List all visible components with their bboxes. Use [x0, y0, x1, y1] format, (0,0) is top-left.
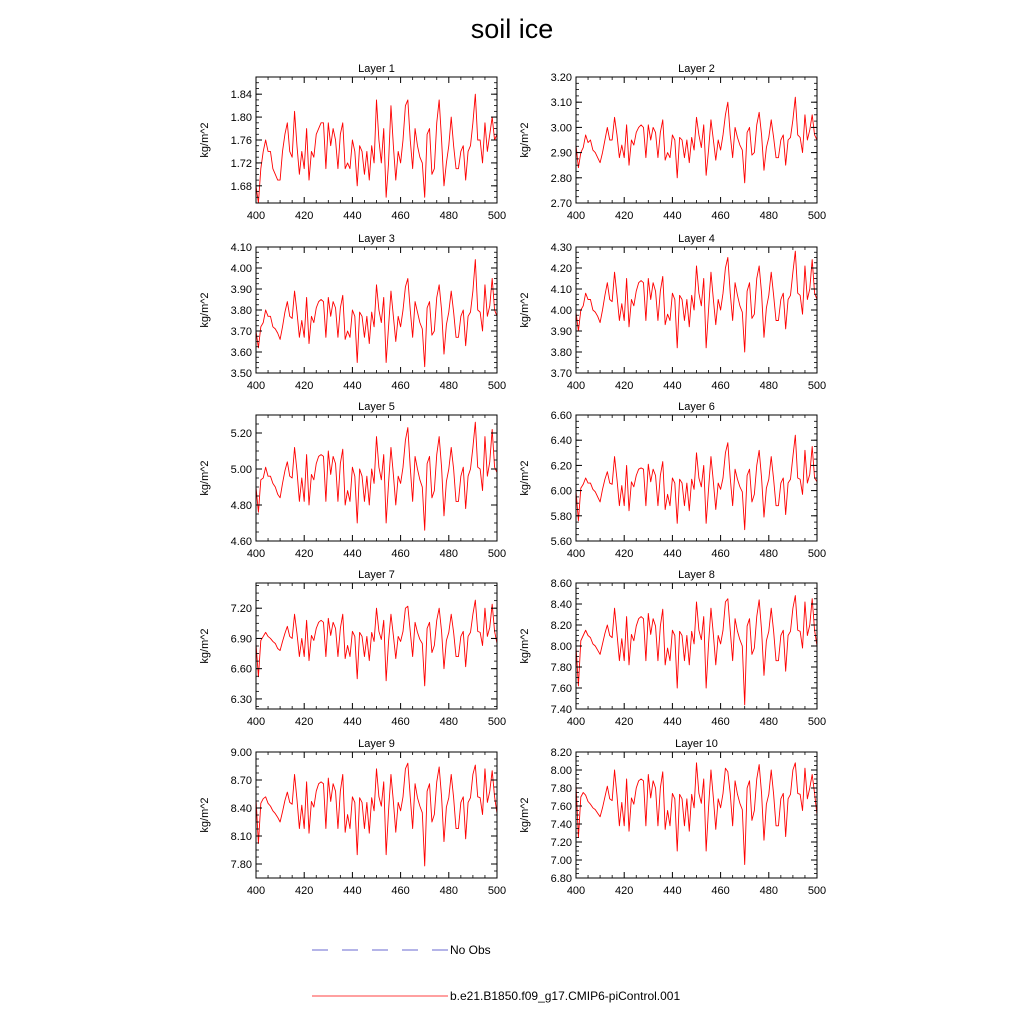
y-tick-label: 8.40	[230, 803, 252, 815]
x-tick-label: 480	[439, 548, 458, 560]
y-tick-label: 7.40	[550, 819, 572, 831]
series-line	[256, 600, 497, 686]
series-line	[256, 763, 497, 866]
panel-layer-4	[519, 233, 826, 392]
x-tick-label: 460	[711, 885, 730, 897]
y-tick-label: 1.76	[230, 135, 252, 147]
x-tick-label: 420	[295, 716, 314, 728]
y-tick-label: 4.60	[230, 536, 252, 548]
y-tick-label: 8.60	[550, 578, 572, 590]
panel-layer-10	[519, 738, 826, 897]
y-tick-label: 3.00	[550, 122, 572, 135]
panel-layer-1	[199, 63, 506, 222]
x-tick-label: 420	[615, 716, 634, 728]
panel-title: Layer 5	[358, 401, 395, 413]
y-tick-label: 6.20	[550, 460, 572, 473]
x-tick-label: 440	[663, 885, 682, 897]
y-tick-label: 3.90	[230, 284, 252, 296]
x-tick-label: 460	[391, 885, 410, 897]
x-tick-label: 480	[439, 716, 458, 728]
y-tick-label: 7.00	[550, 855, 572, 867]
y-tick-label: 7.60	[550, 683, 572, 695]
x-tick-label: 460	[711, 716, 730, 728]
x-tick-label: 400	[246, 548, 266, 560]
legend	[312, 943, 680, 1003]
y-tick-label: 3.50	[230, 368, 252, 380]
series-line	[576, 596, 817, 705]
x-tick-label: 480	[759, 885, 778, 897]
x-tick-label: 440	[663, 380, 682, 392]
y-tick-label: 6.60	[550, 410, 572, 422]
y-tick-label: 9.00	[230, 747, 252, 759]
y-tick-label: 3.70	[550, 368, 572, 380]
y-tick-label: 2.70	[550, 198, 572, 210]
y-tick-label: 8.70	[230, 775, 252, 787]
y-axis-label: kg/m^2	[519, 122, 531, 158]
x-tick-label: 440	[343, 885, 362, 897]
y-tick-label: 4.20	[550, 263, 572, 275]
panel-layer-3	[199, 233, 506, 392]
panel-layer-9	[199, 738, 506, 897]
x-tick-label: 480	[439, 380, 458, 392]
x-tick-label: 420	[295, 885, 314, 897]
panel-title: Layer 3	[358, 233, 395, 245]
y-tick-label: 7.20	[550, 837, 572, 849]
y-tick-label: 3.80	[230, 305, 252, 317]
x-tick-label: 480	[759, 548, 778, 560]
x-tick-label: 500	[487, 548, 507, 560]
y-axis-label: kg/m^2	[199, 628, 211, 664]
panel-title: Layer 6	[678, 401, 715, 413]
x-tick-label: 420	[615, 548, 634, 560]
legend-label-no-obs: No Obs	[450, 943, 491, 957]
y-tick-label: 3.90	[550, 326, 572, 338]
y-tick-label: 2.80	[550, 172, 572, 185]
x-tick-label: 400	[246, 885, 266, 897]
panel-layer-6	[519, 401, 826, 560]
x-tick-label: 400	[246, 210, 266, 222]
x-tick-label: 480	[439, 885, 458, 897]
y-tick-label: 5.60	[550, 536, 572, 548]
x-tick-label: 420	[295, 548, 314, 560]
y-tick-label: 7.20	[230, 603, 252, 616]
x-tick-label: 480	[759, 380, 778, 392]
y-axis-label: kg/m^2	[199, 460, 211, 496]
panel-layer-8	[519, 569, 826, 728]
panel-title: Layer 8	[678, 569, 715, 581]
y-tick-label: 7.40	[550, 704, 572, 716]
series-line	[576, 97, 817, 183]
y-tick-label: 1.84	[230, 89, 252, 102]
plot-frame	[576, 415, 817, 541]
x-tick-label: 400	[566, 380, 586, 392]
panel-title: Layer 2	[678, 63, 715, 75]
series-line	[256, 94, 497, 203]
x-tick-label: 460	[711, 548, 730, 560]
series-line	[256, 260, 497, 367]
y-axis-label: kg/m^2	[199, 292, 211, 328]
plot-frame	[256, 247, 497, 373]
series-line	[576, 251, 817, 352]
y-axis-label: kg/m^2	[519, 797, 531, 833]
panel-title: Layer 1	[358, 63, 395, 75]
x-tick-label: 400	[246, 716, 266, 728]
x-tick-label: 460	[391, 380, 410, 392]
panel-layer-2	[519, 63, 826, 222]
y-tick-label: 4.10	[550, 284, 572, 296]
y-axis-label: kg/m^2	[519, 460, 531, 496]
x-tick-label: 420	[295, 210, 314, 222]
x-tick-label: 500	[807, 210, 827, 222]
y-axis-label: kg/m^2	[199, 122, 211, 158]
panel-title: Layer 10	[675, 738, 718, 750]
y-tick-label: 4.00	[230, 263, 252, 275]
y-tick-label: 5.00	[230, 464, 252, 476]
x-tick-label: 420	[295, 380, 314, 392]
y-tick-label: 3.80	[550, 347, 572, 359]
y-tick-label: 6.00	[550, 485, 572, 498]
x-tick-label: 500	[807, 548, 827, 560]
y-tick-label: 8.20	[550, 747, 572, 759]
series-line	[576, 435, 817, 529]
x-tick-label: 500	[487, 885, 507, 897]
y-tick-label: 1.68	[230, 180, 252, 193]
x-tick-label: 440	[343, 548, 362, 560]
y-tick-label: 1.80	[230, 112, 252, 125]
y-tick-label: 2.90	[550, 147, 572, 160]
x-tick-label: 500	[487, 210, 507, 222]
y-tick-label: 7.60	[550, 801, 572, 813]
x-tick-label: 400	[566, 548, 586, 560]
y-tick-label: 3.60	[230, 347, 252, 359]
x-tick-label: 460	[711, 210, 730, 222]
x-tick-label: 440	[343, 380, 362, 392]
y-tick-label: 6.40	[550, 435, 572, 448]
panel-title: Layer 7	[358, 569, 395, 581]
x-tick-label: 460	[711, 380, 730, 392]
y-tick-label: 3.20	[550, 72, 572, 84]
y-axis-label: kg/m^2	[199, 797, 211, 833]
y-tick-label: 7.80	[230, 859, 252, 871]
x-tick-label: 500	[807, 380, 827, 392]
y-tick-label: 7.80	[550, 662, 572, 674]
y-tick-label: 8.00	[550, 765, 572, 777]
y-tick-label: 8.00	[550, 641, 572, 653]
plot-frame	[256, 583, 497, 709]
x-tick-label: 400	[566, 210, 586, 222]
panel-title: Layer 4	[678, 233, 715, 245]
x-tick-label: 500	[487, 380, 507, 392]
x-tick-label: 460	[391, 210, 410, 222]
y-tick-label: 4.00	[550, 305, 572, 317]
x-tick-label: 420	[615, 885, 634, 897]
panel-layer-7	[199, 569, 506, 728]
figure-title: soil ice	[470, 14, 554, 44]
panel-title: Layer 9	[358, 738, 395, 750]
panel-layer-5	[199, 401, 506, 560]
x-tick-label: 500	[807, 885, 827, 897]
y-tick-label: 4.30	[550, 242, 572, 254]
x-tick-label: 400	[566, 885, 586, 897]
y-tick-label: 6.30	[230, 693, 252, 706]
y-tick-label: 6.80	[550, 873, 572, 885]
x-tick-label: 480	[759, 716, 778, 728]
x-tick-label: 440	[343, 210, 362, 222]
y-tick-label: 4.10	[230, 242, 252, 254]
x-tick-label: 400	[246, 380, 266, 392]
x-tick-label: 440	[663, 716, 682, 728]
legend-label-model: b.e21.B1850.f09_g17.CMIP6-piControl.001	[450, 989, 681, 1003]
y-tick-label: 3.10	[550, 97, 572, 110]
y-tick-label: 1.72	[230, 157, 252, 170]
x-tick-label: 440	[663, 210, 682, 222]
x-tick-label: 440	[343, 716, 362, 728]
x-tick-label: 440	[663, 548, 682, 560]
y-tick-label: 5.20	[230, 428, 252, 440]
y-axis-label: kg/m^2	[519, 292, 531, 328]
y-tick-label: 3.70	[230, 326, 252, 338]
x-tick-label: 500	[807, 716, 827, 728]
y-tick-label: 4.80	[230, 500, 252, 512]
x-tick-label: 420	[615, 380, 634, 392]
x-tick-label: 460	[391, 716, 410, 728]
y-tick-label: 6.60	[230, 663, 252, 676]
y-tick-label: 6.90	[230, 633, 252, 646]
x-tick-label: 480	[759, 210, 778, 222]
y-tick-label: 8.20	[550, 620, 572, 632]
series-line	[256, 422, 497, 530]
panels-group	[199, 63, 826, 897]
x-tick-label: 460	[391, 548, 410, 560]
x-tick-label: 400	[566, 716, 586, 728]
series-line	[576, 763, 817, 865]
x-tick-label: 480	[439, 210, 458, 222]
plot-frame	[256, 77, 497, 203]
y-tick-label: 8.40	[550, 599, 572, 611]
y-tick-label: 8.10	[230, 831, 252, 843]
y-axis-label: kg/m^2	[519, 628, 531, 664]
x-tick-label: 500	[487, 716, 507, 728]
y-tick-label: 5.80	[550, 510, 572, 523]
y-tick-label: 7.80	[550, 783, 572, 795]
x-tick-label: 420	[615, 210, 634, 222]
